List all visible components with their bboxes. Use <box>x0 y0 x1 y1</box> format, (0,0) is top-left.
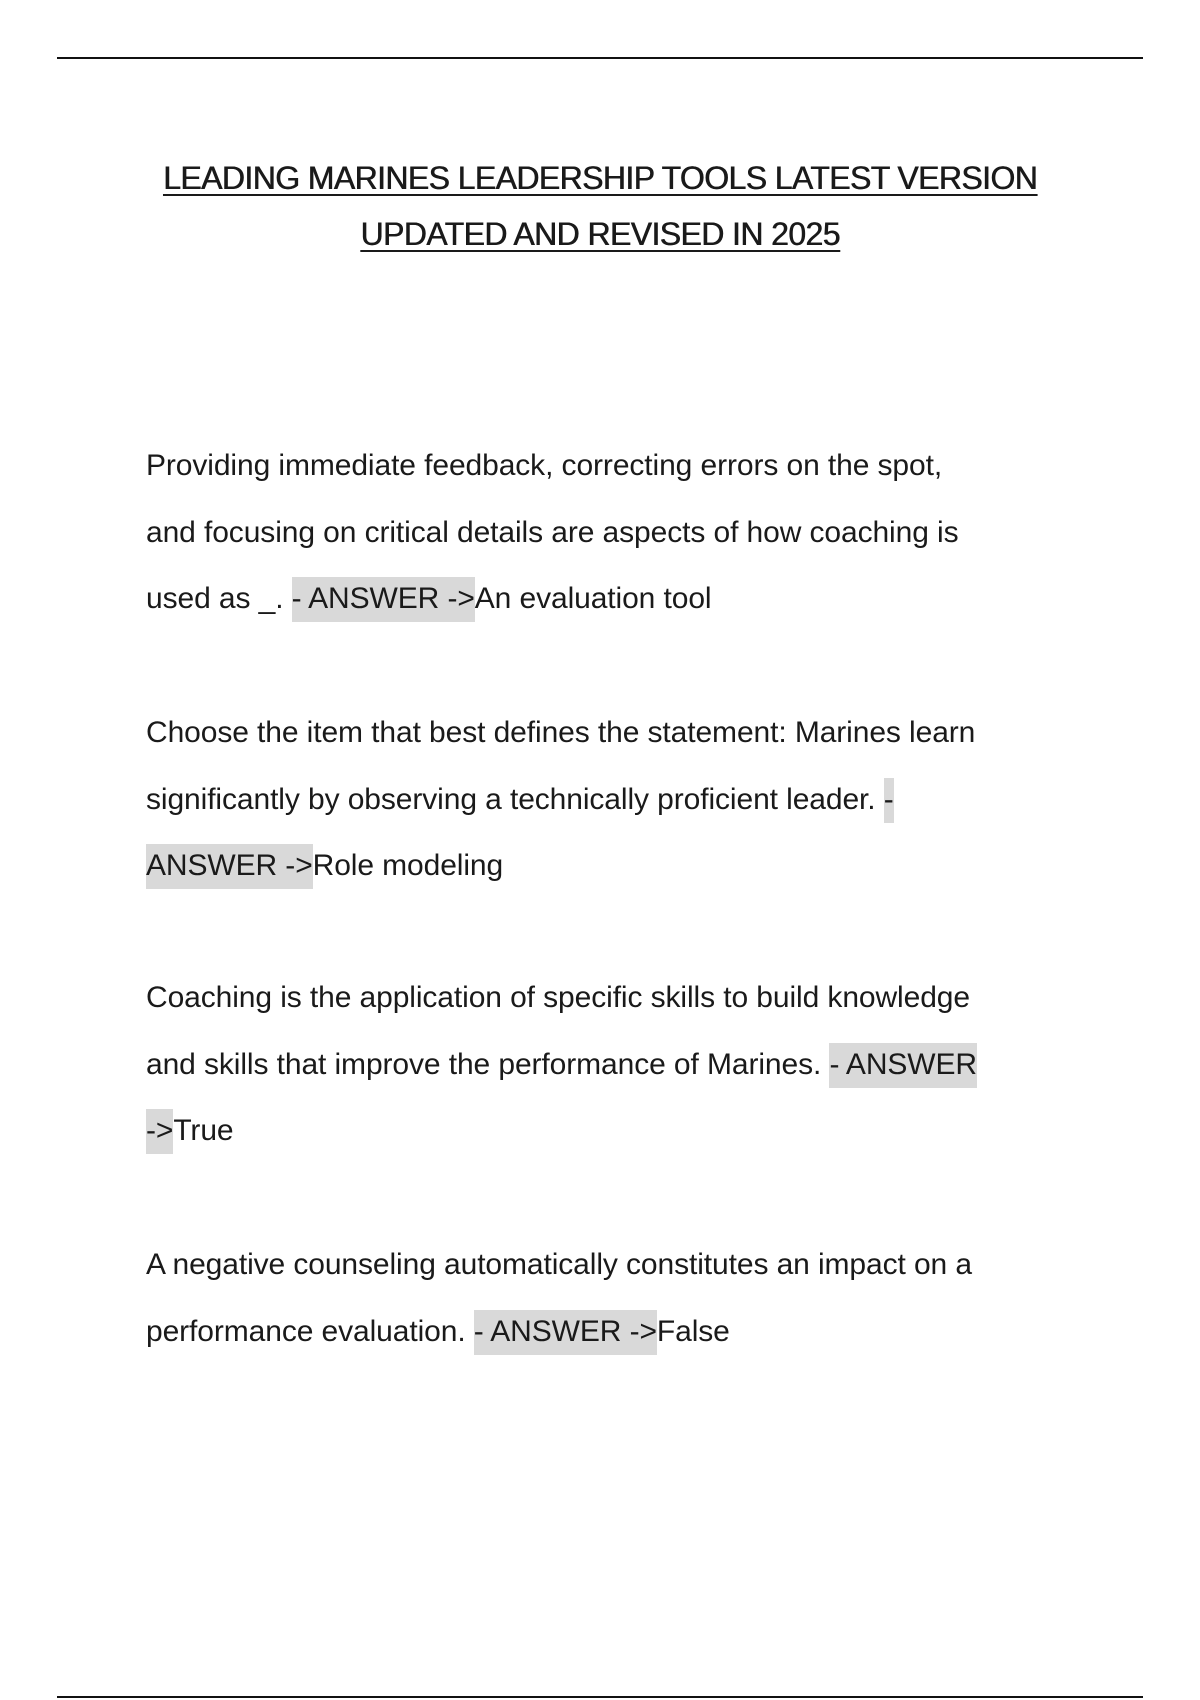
answer-1: An evaluation tool <box>474 582 712 615</box>
question-2-line-1: Choose the item that best defines the statement: Marines learn <box>146 716 976 749</box>
question-1-tail: used as _. <box>146 582 292 615</box>
answer-marker-start: - ANSWER <box>829 1043 977 1088</box>
answer-marker: - ANSWER -> <box>474 1310 657 1355</box>
question-1-line-3 <box>146 566 1096 633</box>
top-rule <box>57 57 1143 59</box>
question-3-line-1: Coaching is the application of specific skills to build knowledge <box>146 981 970 1014</box>
question-2-line-3 <box>146 833 1096 900</box>
question-2-line-2 <box>146 767 1096 834</box>
question-4-line-1: A negative counseling automatically constitutes an impact on a <box>146 1248 972 1281</box>
question-4-tail: performance evaluation. <box>146 1314 474 1348</box>
page-title <box>100 150 1100 262</box>
answer-2: Role modeling <box>312 849 504 882</box>
question-2-tail: significantly by observing a technically proficient leader. <box>146 782 884 816</box>
answer-marker-end: ANSWER -> <box>146 844 313 889</box>
qa-item-1 <box>146 433 1096 633</box>
answer-marker-end: -> <box>146 1109 173 1154</box>
question-3-tail: and skills that improve the performance of Marines. <box>146 1047 830 1081</box>
answer-3: True <box>173 1114 234 1147</box>
title-line-1: LEADING MARINES LEADERSHIP TOOLS LATEST VERSION <box>162 160 1037 196</box>
answer-4: False <box>656 1314 730 1348</box>
answer-marker: - ANSWER -> <box>292 577 475 622</box>
question-1-line-2: and focusing on critical details are aspects of how coaching is <box>146 515 959 549</box>
question-1-line-1: Providing immediate feedback, correcting errors on the spot, <box>146 449 943 482</box>
title-line-2: UPDATED AND REVISED IN 2025 <box>360 216 840 252</box>
qa-item-2 <box>146 700 1096 900</box>
answer-marker-start: - <box>884 778 894 823</box>
qa-item-3 <box>146 965 1096 1165</box>
bottom-rule <box>57 1696 1143 1698</box>
question-3-line-2 <box>146 1032 1096 1099</box>
question-4-line-2 <box>146 1299 1096 1366</box>
question-3-line-3 <box>146 1098 1096 1165</box>
qa-item-4 <box>146 1232 1096 1365</box>
